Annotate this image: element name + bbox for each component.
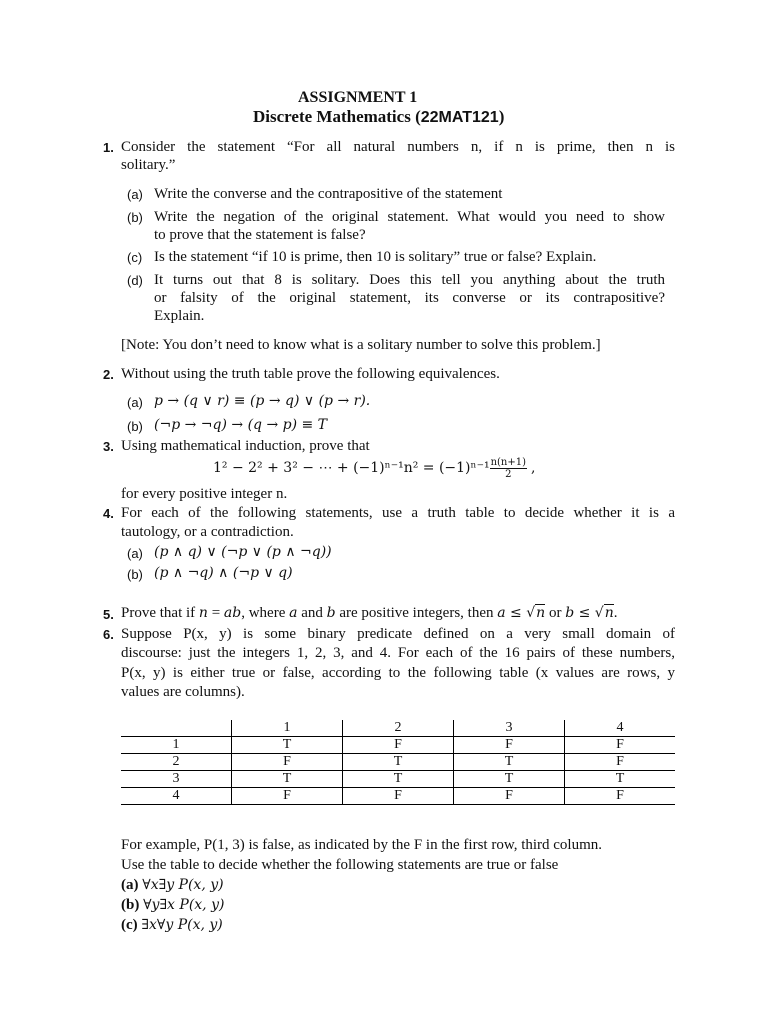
table-cell: F [454, 737, 565, 754]
table-row [121, 788, 675, 805]
part-text: Is the statement “if 10 is prime, then 10 is solitary” true or false? Explain. [154, 249, 597, 265]
question-6-line: discourse: just the integers 1, 2, 3, and 4. For each of the 16 pairs of these numbers, [121, 645, 675, 661]
question-6-line: Suppose P(x, y) is some binary predicate defined on a very small domain of [121, 626, 675, 642]
logic-expression: (p ∧ q) ∨ (¬p ∨ (p ∧ ¬q)) [154, 544, 332, 560]
table-cell: 4 [172, 788, 180, 803]
equivalence-expression: (¬p → ¬q) → (q → p) ≡ T [154, 417, 328, 433]
question-6-line: values are columns). [121, 684, 245, 700]
table-row [121, 754, 675, 771]
part-label: (a) [127, 187, 143, 202]
question-1-line: solitary.” [121, 157, 176, 173]
formula-fraction: $\frac{n(n+1)}{2}$ [490, 456, 527, 480]
quantifier-statement: (c) ∃x∀y P(x, y) [121, 917, 223, 933]
table-cell: 3 [172, 771, 180, 786]
part-label: (a) [127, 395, 143, 410]
part-text: Explain. [154, 308, 205, 324]
table-cell: 1 [172, 737, 180, 752]
question-3-text: Using mathematical induction, prove that [121, 438, 370, 454]
assignment-title: ASSIGNMENT 1 [298, 89, 418, 106]
table-cell [121, 720, 232, 737]
table-cell: F [565, 737, 676, 754]
table-row [121, 737, 675, 754]
table-cell: T [454, 771, 565, 788]
predicate-table [121, 720, 675, 805]
question-6-line: P(x, y) is either true or false, according to the following table (x values are rows, y [121, 665, 675, 681]
part-label: (a) [127, 546, 143, 561]
part-label: (b) [127, 419, 143, 434]
table-cell: F [232, 754, 343, 771]
logic-expression: (p ∧ ¬q) ∧ (¬p ∨ q) [154, 565, 293, 581]
part-text: Write the converse and the contrapositive of the statement [154, 186, 503, 202]
question-3-text: for every positive integer n. [121, 486, 288, 502]
question-number: 4. [103, 506, 114, 521]
question-5-text: Prove that if n = ab, where a and b are positive integers, then a ≤ √n or b ≤ √n. [121, 605, 618, 621]
table-cell: T [232, 737, 343, 754]
part-text: It turns out that 8 is solitary. Does this tell you anything about the truth [154, 272, 665, 288]
question-number: 5. [103, 607, 114, 622]
table-row [121, 771, 675, 788]
table-cell: 1 [232, 720, 343, 737]
question-1-line: Consider the statement “For all natural numbers n, if n is prime, then n is [121, 139, 675, 155]
table-cell: F [343, 788, 454, 805]
course-code: 22MAT121 [420, 109, 499, 126]
table-cell: F [454, 788, 565, 805]
table-cell: F [565, 788, 676, 805]
part-label: (d) [127, 273, 143, 288]
table-cell: 2 [172, 754, 180, 769]
part-label: (b) [127, 210, 143, 225]
question-number: 3. [103, 439, 114, 454]
question-number: 2. [103, 367, 114, 382]
table-cell: T [232, 771, 343, 788]
question-4-line: For each of the following statements, use a truth table to decide whether it is a [121, 505, 675, 521]
example-text: For example, P(1, 3) is false, as indicated by the F in the first row, third column. [121, 837, 603, 853]
table-cell: T [454, 754, 565, 771]
question-4-line: tautology, or a contradiction. [121, 524, 294, 540]
table-cell: T [343, 754, 454, 771]
question-number: 1. [103, 140, 114, 155]
table-cell: F [232, 788, 343, 805]
quantifier-statement: (a) ∀x∃y P(x, y) [121, 877, 224, 893]
induction-formula: 1² − 2² + 3² − ⋯ + (−1)ⁿ⁻¹n² = (−1)ⁿ⁻¹ $\frac{n(n+1)}{2}$ , [213, 456, 536, 480]
example-text: Use the table to decide whether the following statements are true or false [121, 857, 559, 873]
table-cell: T [565, 771, 676, 788]
table-cell: 4 [565, 720, 676, 737]
question-2-text: Without using the truth table prove the following equivalences. [121, 366, 500, 382]
question-number: 6. [103, 627, 114, 642]
table-cell: 3 [454, 720, 565, 737]
part-label: (c) [127, 250, 143, 265]
table-cell: F [343, 737, 454, 754]
part-label: (b) [127, 567, 143, 582]
table-cell: T [343, 771, 454, 788]
part-text: or falsity of the original statement, its converse or its contrapositive? [154, 290, 665, 306]
part-text: to prove that the statement is false? [154, 227, 366, 243]
note: [Note: You don’t need to know what is a solitary number to solve this problem.] [121, 337, 601, 353]
table-cell: F [565, 754, 676, 771]
course-title: Discrete Mathematics (22MAT121) [253, 107, 505, 126]
table-header-row [121, 720, 675, 737]
quantifier-statement: (b) ∀y∃x P(x, y) [121, 897, 225, 913]
equivalence-expression: p → (q ∨ r) ≡ (p → q) ∨ (p → r). [154, 393, 371, 409]
part-text: Write the negation of the original statement. What would you need to show [154, 209, 665, 225]
table-cell: 2 [343, 720, 454, 737]
